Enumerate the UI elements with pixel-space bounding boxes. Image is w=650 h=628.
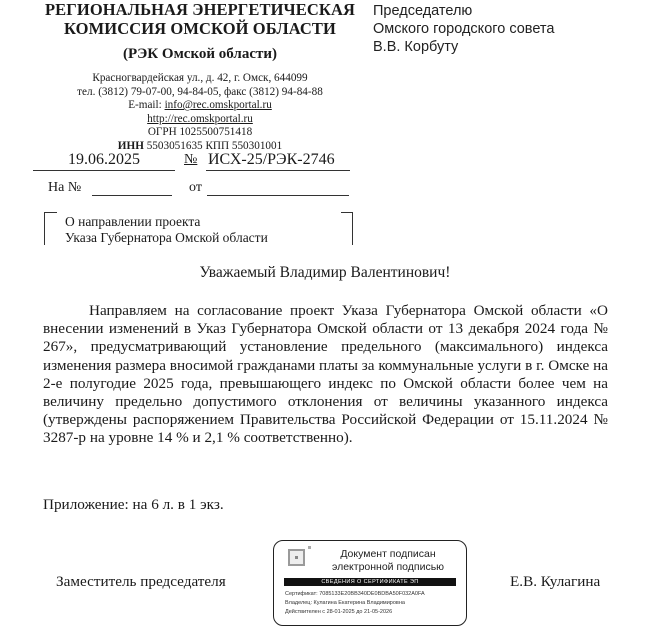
addressee-line2: Омского городского совета <box>373 21 555 37</box>
subject-bracket-right <box>341 212 353 245</box>
email-link[interactable]: info@rec.omskportal.ru <box>164 99 272 112</box>
attachment-note: Приложение: на 6 л. в 1 экз. <box>43 496 224 513</box>
signatory-role: Заместитель председателя <box>56 573 226 590</box>
stamp-validity: Действителен с 28-01-2025 до 21-05-2026 <box>285 609 393 615</box>
org-website-row <box>40 113 360 127</box>
stamp-title-line2: электронной подписью <box>331 561 445 573</box>
stamp-certificate-header: СВЕДЕНИЯ О СЕРТИФИКАТЕ ЭП <box>284 578 456 586</box>
email-label: E-mail: <box>128 99 165 112</box>
from-blank <box>207 180 349 196</box>
sender-letterhead <box>40 0 360 154</box>
letter-number: ИСХ-25/РЭК-2746 <box>206 150 350 171</box>
reply-to-label: На № <box>48 180 82 195</box>
body-paragraph: Направляем на согласование проект Указа Губернатора Омской области «О внесении изменений в Указ Губернатора Омской области от 13 декабря 2024 года № 267», предусматривающий установление предельного (максимального) индекса изменения размера вносимой гражданами платы за коммунальные услуги в г. Омске на 2-е полугодие 2025 года, превышающего индекс по Омской области более чем на величину предельно допустимого отклонения от величины указанного индекса (утверждены распоряжением Правительства Российской Федерации от 15.11.2024 № 3287-р на уровне 14 % и 2,1 % соответственно). <box>43 302 608 447</box>
website-link[interactable]: http://rec.omskportal.ru <box>147 112 253 125</box>
reply-to-blank <box>92 180 172 196</box>
stamp-title-line1: Документ подписан <box>340 548 436 560</box>
addressee-line3: В.В. Корбуту <box>373 39 459 55</box>
org-phones: тел. (3812) 79-07-00, 94-84-05, факс (3812) 94-84-88 <box>77 85 323 98</box>
stamp-owner: Владелец: Кулагина Екатерина Владимировна <box>285 600 405 606</box>
inn-kpp-value: 5503051635 КПП 550301001 <box>143 139 283 152</box>
stamp-certificate-id: Сертификат: 7085133E20BB340DE0BDBA50F032A0FA <box>285 591 425 597</box>
subject-line2: Указа Губернатора Омской области <box>65 230 268 245</box>
inn-label: ИНН <box>117 139 144 152</box>
org-name-line1: РЕГИОНАЛЬНАЯ ЭНЕРГЕТИЧЕСКАЯ <box>45 0 355 19</box>
letter-subject <box>65 214 268 246</box>
number-sign: № <box>184 152 198 167</box>
certificate-icon <box>288 549 305 566</box>
from-label: от <box>189 180 202 195</box>
subject-line1: О направлении проекта <box>65 214 201 229</box>
org-email-row <box>40 99 360 113</box>
letter-date: 19.06.2025 <box>33 150 175 171</box>
certificate-icon-dot <box>308 546 311 549</box>
org-name-line2: КОМИССИЯ ОМСКОЙ ОБЛАСТИ <box>64 19 336 38</box>
subject-bracket-left <box>44 212 57 245</box>
stamp-title <box>314 548 462 574</box>
salutation: Уважаемый Владимир Валентинович! <box>199 264 451 281</box>
addressee <box>373 2 554 56</box>
letter-body <box>43 302 608 448</box>
e-signature-stamp <box>273 540 467 626</box>
addressee-line1: Председателю <box>373 3 473 19</box>
signatory-name: Е.В. Кулагина <box>510 573 601 590</box>
org-short-name: (РЭК Омской области) <box>122 46 278 62</box>
org-address: Красногвардейская ул., д. 42, г. Омск, 644099 <box>92 72 308 84</box>
org-ogrn: ОГРН 1025500751418 <box>147 126 253 139</box>
